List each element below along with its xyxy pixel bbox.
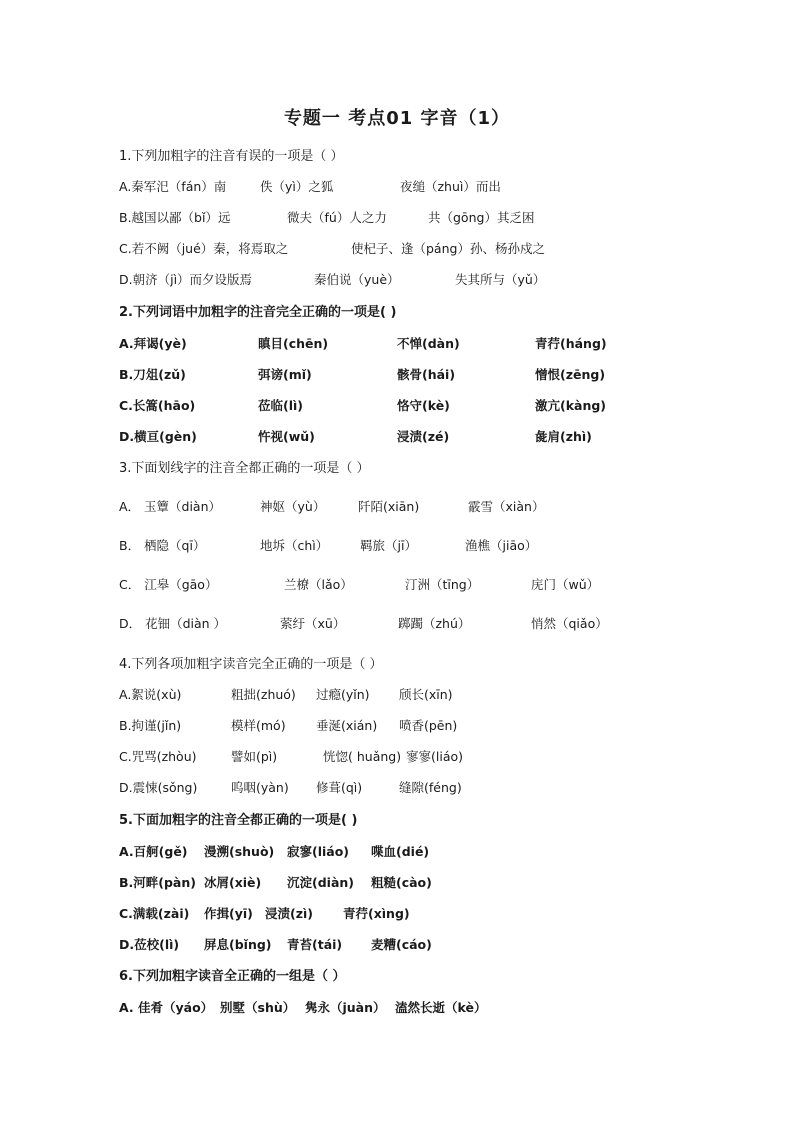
option-item: 喷香(pēn) <box>399 718 458 733</box>
option-item: 萦纡（xū） <box>280 616 346 631</box>
option-item: 庑门（wǔ） <box>531 577 600 592</box>
option-item: 青苔(tái) <box>287 937 343 952</box>
option-item: C． 江皋（gāo） <box>119 577 218 592</box>
option-item: 呜咽(yàn) <box>231 780 289 795</box>
option-item: D． 花钿（diàn ） <box>119 616 227 631</box>
option-item: 麦糟(cáo) <box>371 937 432 952</box>
option-item: 浸渍(zì) <box>265 906 313 921</box>
q3-option-b <box>119 536 739 556</box>
option-item: 羁旅（jī） <box>360 538 417 553</box>
option-item: 兰橑（lǎo） <box>284 577 353 592</box>
option-item: 悄然（qiǎo） <box>531 616 608 631</box>
question-1-stem: 1.下列加粗字的注音有误的一项是（ ） <box>119 149 344 164</box>
option-item: 地坼（chì） <box>260 538 329 553</box>
option-item: B． 栖隐（qī） <box>119 538 206 553</box>
option-item: 夜缒（zhuì）而出 <box>400 179 501 194</box>
option-item: A． 玉簟（diàn） <box>119 499 222 514</box>
option-item: 憎恨(zēng) <box>535 367 606 382</box>
q4-option-a <box>119 685 739 705</box>
option-item: 失其所与（yǔ） <box>455 272 546 287</box>
option-item: 使杞子、逢（páng）孙、杨孙戍之 <box>351 241 545 256</box>
option-item: A.拜谒(yè) <box>119 336 187 351</box>
option-item: 喋血(dié) <box>371 844 430 859</box>
option-item: 颀长(xīn) <box>399 687 453 702</box>
option-item: 垂涎(xián) <box>316 718 378 733</box>
option-item: 屏息(bǐng) <box>204 937 272 952</box>
q3-option-d <box>119 614 739 634</box>
option-item: C.长篙(hāo) <box>119 398 196 413</box>
option-item: C.满载(zài) <box>119 906 190 921</box>
option-item: B.拘谨(jǐn) <box>119 718 182 733</box>
option-item: A.百舸(gě) <box>119 844 188 859</box>
q1-option-c <box>119 239 739 259</box>
question-6-stem: 6.下列加粗字读音全正确的一组是（ ） <box>119 969 346 984</box>
q3-option-a <box>119 497 739 517</box>
question-2-stem: 2.下列词语中加粗字的注音完全正确的一项是( ) <box>119 305 397 320</box>
option-item: 彘肩(zhì) <box>535 429 592 444</box>
option-item: 踯躅（zhú） <box>398 616 471 631</box>
option-item: 霰雪（xiàn） <box>468 499 545 514</box>
option-item: 浸渍(zé) <box>397 429 450 444</box>
q4-option-b <box>119 716 739 736</box>
question-5-stem: 5.下面加粗字的注音全都正确的一项是( ) <box>119 813 358 828</box>
option-item: 渔樵（jiāo） <box>465 538 538 553</box>
option-item: 秦伯说（yuè） <box>314 272 400 287</box>
option-item: 青荇(háng) <box>535 336 607 351</box>
option-item: 微夫（fú）人之力 <box>287 210 387 225</box>
option-item: 瞋目(chēn) <box>258 336 329 351</box>
q5-option-d <box>119 935 739 955</box>
option-item: C.咒骂(zhòu) <box>119 749 197 764</box>
q1-option-b <box>119 208 739 228</box>
q1-option-d <box>119 270 739 290</box>
option-item: 冰屑(xiè) <box>204 875 262 890</box>
option-item: 骸骨(hái) <box>397 367 456 382</box>
option-item: 隽永（juàn） <box>305 1000 386 1015</box>
option-item: 汀洲（tīng） <box>405 577 480 592</box>
option-item: 寂寥(liáo) <box>287 844 350 859</box>
option-item: 莅临(lì) <box>258 398 303 413</box>
option-item: 过瘾(yǐn) <box>316 687 370 702</box>
q3-option-c <box>119 575 739 595</box>
option-item: 恍惚( huǎng) <box>323 749 402 764</box>
option-item: 粗糙(cào) <box>371 875 432 890</box>
option-item: B.河畔(pàn) <box>119 875 196 890</box>
option-item: 漫溯(shuò) <box>204 844 275 859</box>
option-item: 别墅（shù） <box>220 1000 296 1015</box>
option-item: A.秦军汜（fán）南 <box>119 179 227 194</box>
option-item: B.刀俎(zǔ) <box>119 367 186 382</box>
q5-option-b <box>119 873 739 893</box>
option-item: 模样(mó) <box>231 718 286 733</box>
option-item: D.莅校(lì) <box>119 937 180 952</box>
option-item: 不惮(dàn) <box>397 336 460 351</box>
option-item: 修葺(qì) <box>316 780 363 795</box>
option-item: D.朝济（jì）而夕设版焉 <box>119 272 253 287</box>
option-item: 佚（yì）之狐 <box>260 179 334 194</box>
option-item: 共（gōng）其乏困 <box>428 210 535 225</box>
option-item: 阡陌(xiān) <box>358 499 420 514</box>
option-item: 寥寥(liáo) <box>406 749 464 764</box>
option-item: 神妪（yù） <box>260 499 326 514</box>
q6-option-a <box>119 998 739 1018</box>
q4-option-c <box>119 747 739 767</box>
option-item: 粗拙(zhuó) <box>231 687 296 702</box>
option-item: 弭谤(mǐ) <box>258 367 312 382</box>
option-item: C.若不阙（jué）秦，将焉取之 <box>119 241 289 256</box>
option-item: 忤视(wǔ) <box>258 429 315 444</box>
page-title: 专题一 考点01 字音（1） <box>283 108 511 129</box>
q2-option-c <box>119 396 739 416</box>
q2-option-a <box>119 334 739 354</box>
option-item: A. 佳肴（yáo） <box>119 1000 214 1015</box>
q2-option-b <box>119 365 739 385</box>
q2-option-d <box>119 427 739 447</box>
option-item: A.絮说(xù) <box>119 687 182 702</box>
question-4-stem: 4.下列各项加粗字读音完全正确的一项是（ ） <box>119 657 383 672</box>
option-item: D.震悚(sǒng) <box>119 780 198 795</box>
option-item: B.越国以鄙（bǐ）远 <box>119 210 231 225</box>
q5-option-a <box>119 842 739 862</box>
option-item: 青荇(xìng) <box>343 906 410 921</box>
option-item: 溘然长逝（kè） <box>395 1000 487 1015</box>
option-item: 缝隙(féng) <box>399 780 462 795</box>
option-item: 恪守(kè) <box>397 398 450 413</box>
q1-option-a <box>119 177 739 197</box>
option-item: 激亢(kàng) <box>535 398 607 413</box>
question-3-stem: 3.下面划线字的注音全都正确的一项是（ ） <box>119 461 370 476</box>
option-item: 作揖(yī) <box>204 906 253 921</box>
option-item: D.横亘(gèn) <box>119 429 197 444</box>
q5-option-c <box>119 904 739 924</box>
option-item: 沉淀(diàn) <box>287 875 354 890</box>
q4-option-d <box>119 778 739 798</box>
option-item: 譬如(pì) <box>231 749 278 764</box>
